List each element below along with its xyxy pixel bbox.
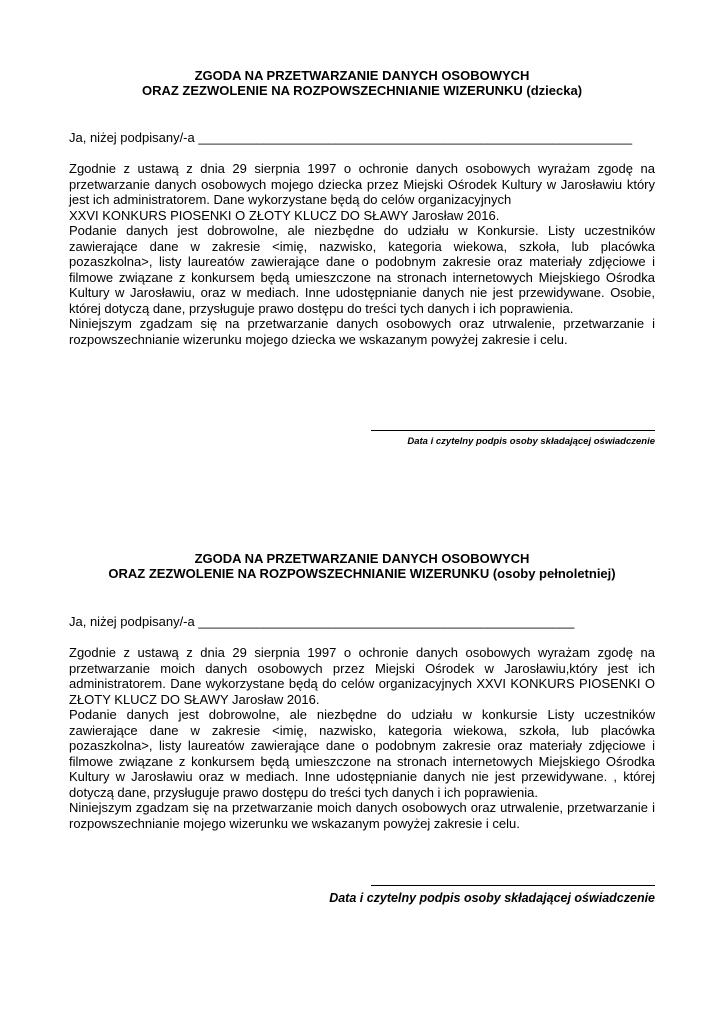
signatory-name-line: Ja, niżej podpisany/-a ____________________________________________________ — [69, 614, 575, 629]
signature-caption: Data i czytelny podpis osoby składającej oświadczenie — [407, 436, 655, 447]
signature-block — [371, 418, 655, 448]
agreement-paragraph: Niniejszym zgadzam się na przetwarzanie danych osobowych oraz utrwalenie, przetwarzanie i rozpowszechnianie wizerunku mojego dziecka we wskazanym powyżej zakresie i celu. — [69, 316, 655, 347]
consent-paragraph: Zgodnie z ustawą z dnia 29 sierpnia 1997 o ochronie danych osobowych wyrażam zgodę na przetwarzanie moich danych osobowych przez Miejski Ośrodek w Jarosławiu,który jest ich administratorem. Dane wykorzystane będą do celów organizacyjnych XXVI KONKURS PIOSENKI O ZŁOTY KLUCZ DO SŁAWY Jarosław 2016. — [69, 645, 655, 707]
title-line-2: ORAZ ZEZWOLENIE NA ROZPOWSZECHNIANIE WIZERUNKU (dziecka) — [141, 83, 583, 98]
title-line-1: ZGODA NA PRZETWARZANIE DANYCH OSOBOWYCH — [194, 68, 530, 83]
data-processing-paragraph: Podanie danych jest dobrowolne, ale niezbędne do udziału w Konkursie. Listy uczestników zawierające dane w zakresie <imię, nazwisko, kategoria wiekowa, szkoła, lub placówka pozaszkolna>, listy laureatów zawierające dane o podobnym zakresie oraz materiały zdjęciowe i filmowe związane z konkursem będą umieszczone na stronach internetowych Miejskiego Ośrodka Kultury w Jarosławiu, oraz w mediach. Inne udostępnianie danych nie jest przewidywane. Osobie, której dotyczą dane, przysługuje prawo dostępu do treści tych danych i ich poprawienia. — [69, 223, 655, 316]
signature-block — [329, 873, 655, 906]
form-title — [69, 68, 655, 98]
signature-caption: Data i czytelny podpis osoby składającej oświadczenie — [329, 891, 655, 905]
consent-body — [69, 645, 655, 831]
signature-line — [371, 430, 655, 431]
consent-paragraph: Zgodnie z ustawą z dnia 29 sierpnia 1997 o ochronie danych osobowych wyrażam zgodę na przetwarzanie danych osobowych mojego dziecka przez Miejski Ośrodek Kultury w Jarosławiu który jest ich administratorem. Dane wykorzystane będą do celów organizacyjnych — [69, 161, 655, 207]
form-title — [69, 551, 655, 581]
title-line-1: ZGODA NA PRZETWARZANIE DANYCH OSOBOWYCH — [194, 551, 530, 566]
agreement-paragraph: Niniejszym zgadzam się na przetwarzanie moich danych osobowych oraz utrwalenie, przetwarzanie i rozpowszechnianie mojego wizerunku we wskazanym powyżej zakresie i celu. — [69, 800, 655, 831]
consent-form-adult — [69, 551, 655, 905]
title-line-2: ORAZ ZEZWOLENIE NA ROZPOWSZECHNIANIE WIZERUNKU (osoby pełnoletniej) — [108, 566, 616, 581]
signatory-name-line: Ja, niżej podpisany/-a ____________________________________________________________ — [69, 130, 633, 145]
signature-line — [371, 885, 655, 886]
consent-body — [69, 161, 655, 347]
data-processing-paragraph: Podanie danych jest dobrowolne, ale niezbędne do udziału w konkursie Listy uczestników zawierające dane w zakresie <imię, nazwisko, kategoria wiekowa, szkoła, lub placówka pozaszkolna>, listy laureatów zawierające dane o podobnym zakresie oraz materiały zdjęciowe i filmowe związane z konkursem będą umieszczone na stronach internetowych Miejskiego Ośrodka Kultury w Jarosławiu oraz w mediach. Inne udostępnianie danych nie jest przewidywane. , której dotyczą dane, przysługuje prawo dostępu do treści tych danych i ich poprawienia. — [69, 707, 655, 800]
consent-form-child — [69, 68, 655, 447]
contest-name-paragraph: XXVI KONKURS PIOSENKI O ZŁOTY KLUCZ DO SŁAWY Jarosław 2016. — [69, 207, 500, 223]
